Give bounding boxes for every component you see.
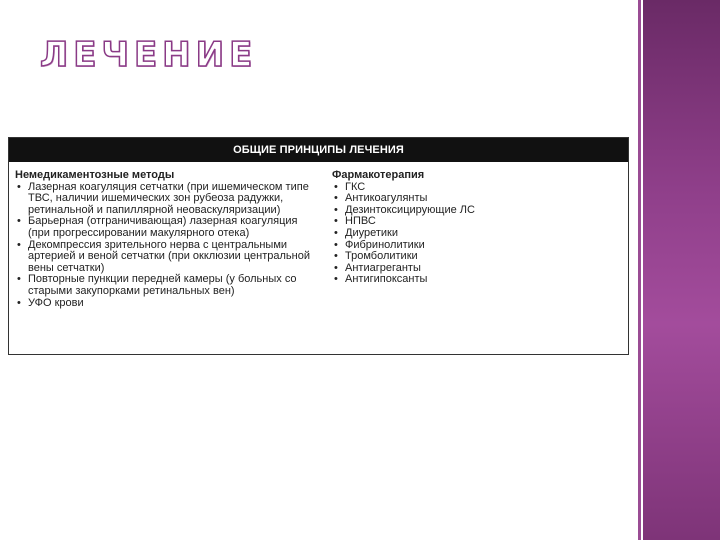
decorative-side-band	[643, 0, 720, 540]
list-item: • Антикоагулянты	[332, 193, 612, 205]
list-item: • Барьерная (отграничивающая) лазерная коагуляция (при прогрессировании макулярного отека)	[15, 216, 315, 239]
list-item: • Диуретики	[332, 228, 612, 240]
list-item: • Декомпрессия зрительного нерва с центральными артерией и веной сетчатки (при окклюзии центральной вены сетчатки)	[15, 240, 315, 275]
table-header: ОБЩИЕ ПРИНЦИПЫ ЛЕЧЕНИЯ	[9, 138, 628, 162]
list-item: • Тромболитики	[332, 251, 612, 263]
list-item: • УФО крови	[15, 298, 315, 310]
table-body	[9, 162, 628, 354]
list-item: • Антиагреганты	[332, 263, 612, 275]
list-item: • Повторные пункции передней камеры (у больных со старыми закупорками ретинальных вен)	[15, 274, 315, 297]
non-drug-methods-column	[15, 170, 315, 309]
decorative-divider	[638, 0, 641, 540]
list-item: • ГКС	[332, 182, 612, 194]
pharmacotherapy-title: Фармакотерапия	[332, 169, 425, 181]
principles-table	[8, 137, 629, 355]
pharmacotherapy-list	[332, 182, 612, 286]
non-drug-methods-title: Немедикаментозные методы	[15, 169, 175, 181]
list-item: • Лазерная коагуляция сетчатки (при ишемическом типе ТВС, наличии ишемических зон рубеоза радужки, ретинальной и папиллярной неоваскуляризации)	[15, 182, 315, 217]
list-item: • НПВС	[332, 216, 612, 228]
list-item: • Антигипоксанты	[332, 274, 612, 286]
list-item: • Фибринолитики	[332, 240, 612, 252]
list-item: • Дезинтоксицирующие ЛС	[332, 205, 612, 217]
pharmacotherapy-column	[332, 170, 612, 286]
non-drug-methods-list	[15, 182, 315, 310]
slide-title: ЛЕЧЕНИЕ	[40, 35, 258, 75]
